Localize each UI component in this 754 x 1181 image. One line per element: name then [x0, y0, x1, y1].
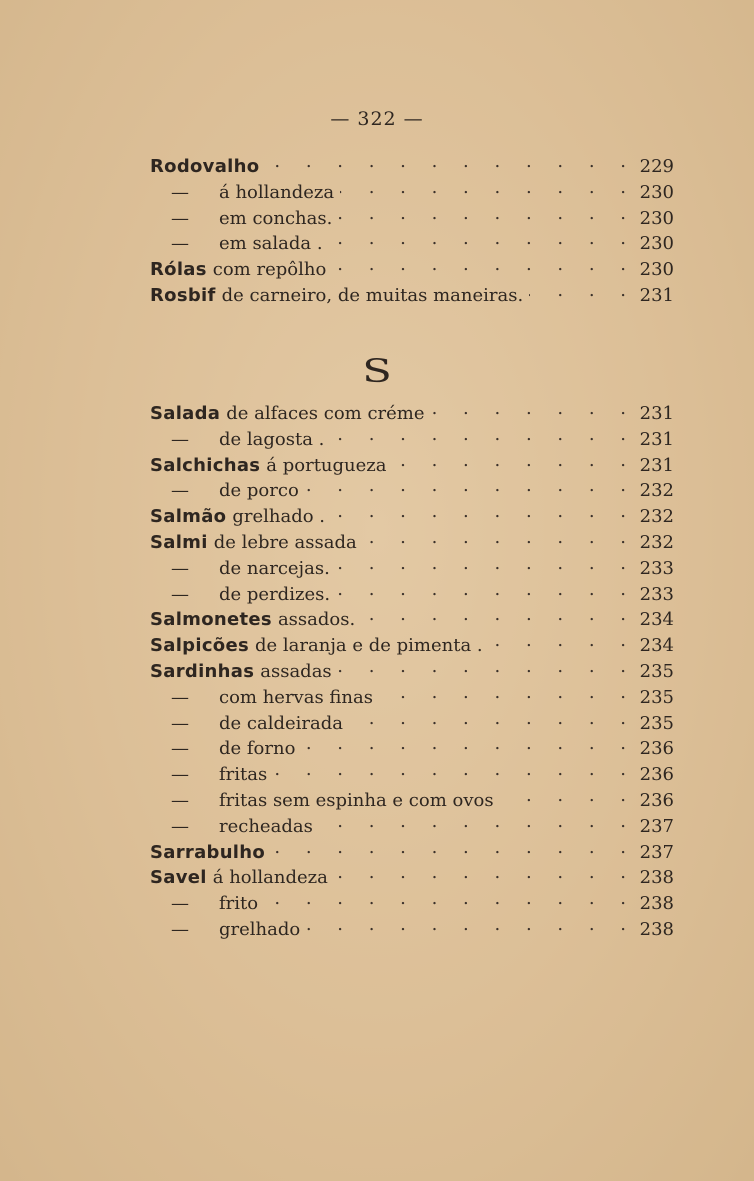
dot-leader	[319, 811, 626, 832]
page-reference: 238	[639, 918, 674, 940]
index-entry	[150, 254, 674, 280]
ditto-dash	[150, 790, 219, 811]
dot-leader	[361, 604, 626, 625]
page-reference: 234	[639, 635, 674, 657]
page-reference: 236	[639, 789, 674, 811]
entry-text: de alfaces com créme	[226, 403, 425, 424]
ditto-dash	[150, 182, 219, 203]
page-reference: 232	[639, 531, 674, 553]
ditto-dash	[150, 687, 219, 708]
dot-leader	[349, 708, 626, 729]
entry-heading: Salpicões	[150, 635, 249, 657]
ditto-dash	[150, 558, 219, 579]
entry-text: assados.	[277, 609, 356, 631]
ditto-dash	[150, 584, 219, 605]
entry-text: com hervas finas	[219, 686, 373, 708]
entry-text: grelhado	[219, 918, 301, 940]
index-entry	[150, 708, 674, 734]
page-reference: 229	[639, 156, 674, 177]
index-entry	[150, 501, 674, 527]
entry-text: frito	[219, 893, 259, 915]
dot-leader	[329, 228, 626, 249]
index-entry	[150, 553, 674, 579]
entry-heading: Rosbif	[150, 284, 216, 306]
entry-text: de narcejas.	[219, 557, 330, 579]
section-letter-heading: S	[362, 352, 392, 390]
entry-heading: Sardinhas	[150, 660, 255, 682]
ditto-dash	[150, 816, 219, 837]
index-entry	[150, 682, 674, 708]
entry-heading: Sarrabulho	[150, 841, 266, 863]
page-reference: 237	[639, 815, 674, 837]
index-entry	[150, 527, 674, 553]
dot-leader	[393, 450, 626, 471]
page-reference: 230	[639, 207, 674, 229]
page-reference: 237	[639, 841, 674, 863]
entry-text: de lebre assada	[213, 531, 357, 553]
entry-text: de caldeirada	[219, 712, 343, 734]
page-reference: 236	[639, 764, 674, 786]
page-reference: 232	[639, 480, 674, 502]
dot-leader	[379, 682, 626, 703]
dot-leader	[500, 785, 626, 806]
ditto-dash	[150, 893, 219, 914]
entry-text: á portugueza	[266, 454, 387, 476]
index-entry	[150, 228, 674, 254]
index-section-s	[150, 398, 674, 940]
page-reference: 233	[639, 557, 674, 579]
entry-text: com repôlho	[212, 259, 327, 281]
index-entry	[150, 888, 674, 914]
entry-text: fritas	[219, 764, 268, 786]
index-section-r	[150, 151, 674, 306]
dot-leader	[330, 424, 626, 445]
index-entry	[150, 656, 674, 682]
entry-heading: Salada	[150, 403, 221, 424]
dot-leader	[336, 579, 626, 600]
entry-text: de forno	[219, 738, 296, 760]
page-reference: 231	[639, 428, 674, 450]
page-reference: 230	[639, 233, 674, 255]
index-entry	[150, 398, 674, 424]
entry-text: em conchas.	[219, 207, 333, 229]
page-reference: 234	[639, 609, 674, 631]
dot-leader	[331, 501, 626, 522]
dot-leader	[431, 398, 626, 419]
dot-leader	[306, 914, 626, 935]
page-reference: 236	[639, 738, 674, 760]
entry-heading: Salmi	[150, 531, 208, 553]
index-entry	[150, 475, 674, 501]
page-reference: 235	[639, 686, 674, 708]
index-entry	[150, 450, 674, 476]
entry-text: de lagosta .	[219, 428, 325, 450]
index-entry	[150, 424, 674, 450]
index-entry	[150, 759, 674, 785]
dot-leader	[332, 254, 626, 275]
page-number: — 322 —	[330, 108, 424, 130]
entry-text: de porco	[219, 480, 299, 502]
dot-leader	[336, 553, 626, 574]
page-reference: 230	[639, 181, 674, 203]
page-reference: 235	[639, 712, 674, 734]
ditto-dash	[150, 208, 219, 229]
dot-leader	[334, 862, 626, 883]
entry-heading: Rodovalho	[150, 156, 260, 177]
entry-heading: Rólas	[150, 259, 207, 281]
entry-heading: Salchichas	[150, 454, 261, 476]
entry-text: de carneiro, de muitas maneiras.	[221, 284, 524, 306]
entry-text: assadas	[260, 660, 332, 682]
dot-leader	[340, 177, 626, 198]
page-reference: 231	[639, 403, 674, 424]
index-entry	[150, 811, 674, 837]
dot-leader	[305, 475, 626, 496]
page-reference: 238	[639, 893, 674, 915]
index-entry	[150, 837, 674, 863]
index-entry	[150, 604, 674, 630]
entry-heading: Savel	[150, 867, 207, 889]
entry-text: á hollandeza	[219, 181, 335, 203]
entry-text: á hollandeza	[212, 867, 328, 889]
page-reference: 230	[639, 259, 674, 281]
entry-heading: Salmão	[150, 506, 227, 528]
entry-heading: Salmonetes	[150, 609, 272, 631]
index-entry	[150, 630, 674, 656]
ditto-dash	[150, 713, 219, 734]
dot-leader	[529, 280, 626, 301]
index-entry	[150, 579, 674, 605]
page-reference: 233	[639, 583, 674, 605]
page-reference: 231	[639, 454, 674, 476]
dot-leader	[271, 837, 626, 858]
dot-leader	[363, 527, 626, 548]
dot-leader	[338, 656, 626, 677]
index-entry	[150, 733, 674, 759]
ditto-dash	[150, 429, 219, 450]
entry-text: grelhado .	[232, 506, 326, 528]
dot-leader	[489, 630, 626, 651]
dot-leader	[301, 733, 626, 754]
entry-text: recheadas	[219, 815, 313, 837]
index-entry	[150, 151, 674, 177]
index-entry	[150, 862, 674, 888]
dot-leader	[265, 151, 626, 172]
entry-text: de laranja e de pimenta .	[255, 635, 483, 657]
entry-text: fritas sem espinha e com ovos	[219, 789, 494, 811]
page-reference: 238	[639, 867, 674, 889]
index-entry	[150, 280, 674, 306]
dot-leader	[264, 888, 626, 909]
entry-text: em salada .	[219, 233, 323, 255]
index-entry	[150, 177, 674, 203]
index-entry	[150, 785, 674, 811]
ditto-dash	[150, 738, 219, 759]
page-reference: 231	[639, 284, 674, 306]
page-reference: 232	[639, 506, 674, 528]
page-reference: 235	[639, 660, 674, 682]
dot-leader	[338, 203, 626, 224]
index-entry	[150, 203, 674, 229]
ditto-dash	[150, 480, 219, 501]
entry-text: de perdizes.	[219, 583, 331, 605]
ditto-dash	[150, 919, 219, 940]
ditto-dash	[150, 233, 219, 254]
index-entry	[150, 914, 674, 940]
dot-leader	[273, 759, 626, 780]
ditto-dash	[150, 764, 219, 785]
